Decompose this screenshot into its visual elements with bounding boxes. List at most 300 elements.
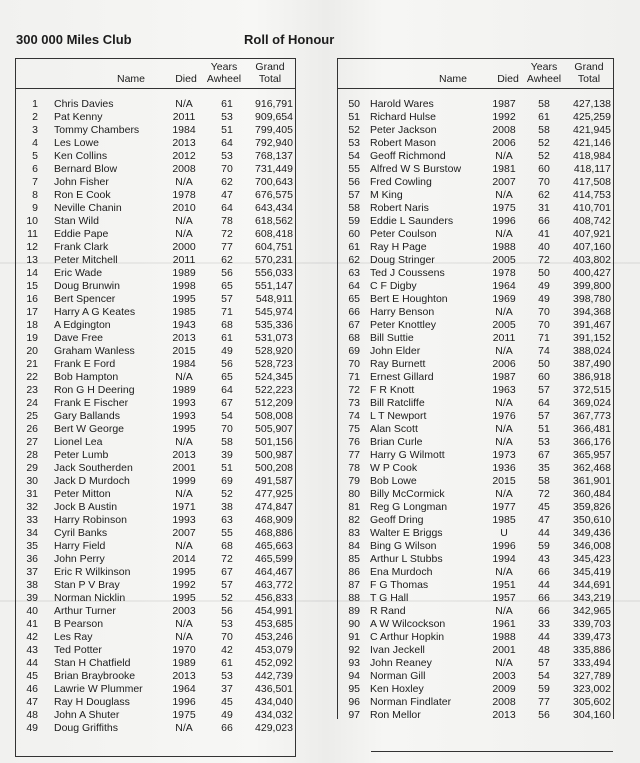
row-name: Walter E Briggs — [370, 527, 443, 539]
table-row — [338, 241, 613, 254]
row-years-awheel: 70 — [221, 163, 233, 175]
row-years-awheel: 70 — [538, 306, 550, 318]
table-row — [16, 423, 295, 436]
row-died: 1971 — [172, 501, 196, 513]
row-number: 2 — [32, 111, 38, 123]
table-row — [16, 358, 295, 371]
row-years-awheel: 66 — [538, 592, 550, 604]
row-number: 63 — [348, 267, 360, 279]
row-number: 28 — [26, 449, 38, 461]
row-grand-total: 452,092 — [255, 657, 293, 669]
row-grand-total: 456,833 — [255, 592, 293, 604]
table-row — [16, 683, 295, 696]
row-name: Eric Wade — [54, 267, 103, 279]
table-row — [338, 501, 613, 514]
row-number: 93 — [348, 657, 360, 669]
row-years-awheel: 52 — [538, 150, 550, 162]
row-grand-total: 768,137 — [255, 150, 293, 162]
row-number: 40 — [26, 605, 38, 617]
row-died: N/A — [495, 657, 513, 669]
row-name: Lionel Lea — [54, 436, 103, 448]
row-years-awheel: 60 — [538, 163, 550, 175]
row-died: N/A — [175, 98, 193, 110]
row-name: A Edgington — [54, 319, 111, 331]
row-years-awheel: 52 — [221, 592, 233, 604]
row-number: 72 — [348, 384, 360, 396]
table-row — [338, 488, 613, 501]
table-row — [16, 462, 295, 475]
table-row — [338, 540, 613, 553]
row-number: 31 — [26, 488, 38, 500]
row-years-awheel: 61 — [221, 332, 233, 344]
row-number: 94 — [348, 670, 360, 682]
row-number: 66 — [348, 306, 360, 318]
row-number: 39 — [26, 592, 38, 604]
row-died: 2013 — [172, 670, 196, 682]
table-row — [338, 436, 613, 449]
row-grand-total: 548,911 — [255, 293, 293, 305]
row-died: N/A — [495, 605, 513, 617]
row-years-awheel: 55 — [221, 527, 233, 539]
row-grand-total: 386,918 — [573, 371, 611, 383]
row-died: N/A — [495, 189, 513, 201]
table-row — [16, 228, 295, 241]
row-number: 8 — [32, 189, 38, 201]
row-died: 1985 — [492, 514, 516, 526]
table-row — [338, 514, 613, 527]
row-number: 86 — [348, 566, 360, 578]
row-died: N/A — [175, 176, 193, 188]
table-header — [338, 59, 613, 89]
row-name: John Perry — [54, 553, 105, 565]
row-grand-total: 429,023 — [255, 722, 293, 734]
row-died: N/A — [175, 488, 193, 500]
row-name: Ray H Douglass — [54, 696, 130, 708]
row-number: 89 — [348, 605, 360, 617]
row-died: 1977 — [492, 501, 516, 513]
row-name: Ena Murdoch — [370, 566, 433, 578]
row-grand-total: 799,405 — [255, 124, 293, 136]
row-died: 2011 — [492, 332, 516, 344]
table-row — [338, 267, 613, 280]
row-died: 1943 — [172, 319, 196, 331]
row-grand-total: 367,773 — [573, 410, 611, 422]
table-row — [16, 150, 295, 163]
row-years-awheel: 53 — [221, 150, 233, 162]
row-number: 4 — [32, 137, 38, 149]
row-years-awheel: 54 — [538, 670, 550, 682]
row-years-awheel: 57 — [538, 384, 550, 396]
row-name: Les Ray — [54, 631, 93, 643]
row-number: 95 — [348, 683, 360, 695]
row-years-awheel: 47 — [221, 189, 233, 201]
row-number: 80 — [348, 488, 360, 500]
row-years-awheel: 44 — [538, 579, 550, 591]
row-number: 68 — [348, 332, 360, 344]
row-grand-total: 474,847 — [255, 501, 293, 513]
row-number: 47 — [26, 696, 38, 708]
row-years-awheel: 57 — [221, 293, 233, 305]
row-years-awheel: 62 — [221, 176, 233, 188]
row-name: Frank Clark — [54, 241, 109, 253]
row-number: 83 — [348, 527, 360, 539]
row-number: 46 — [26, 683, 38, 695]
row-died: 1989 — [172, 384, 196, 396]
row-number: 55 — [348, 163, 360, 175]
row-grand-total: 414,753 — [573, 189, 611, 201]
row-name: Brian Curle — [370, 436, 423, 448]
row-name: Eddie L Saunders — [370, 215, 454, 227]
row-died: N/A — [495, 436, 513, 448]
row-died: 2008 — [172, 163, 196, 175]
row-grand-total: 916,791 — [255, 98, 293, 110]
left-rows — [16, 98, 295, 735]
row-died: 1996 — [492, 215, 516, 227]
row-number: 23 — [26, 384, 38, 396]
row-years-awheel: 78 — [221, 215, 233, 227]
row-grand-total: 418,117 — [573, 163, 611, 175]
row-years-awheel: 69 — [221, 475, 233, 487]
row-grand-total: 500,208 — [255, 462, 293, 474]
row-name: Arthur Turner — [54, 605, 116, 617]
row-number: 77 — [348, 449, 360, 461]
row-died: 1936 — [492, 462, 516, 474]
row-name: Arthur L Stubbs — [370, 553, 443, 565]
row-number: 79 — [348, 475, 360, 487]
row-years-awheel: 64 — [221, 202, 233, 214]
row-number: 69 — [348, 345, 360, 357]
row-grand-total: 345,419 — [573, 566, 611, 578]
row-grand-total: 305,602 — [573, 696, 611, 708]
row-number: 53 — [348, 137, 360, 149]
row-died: N/A — [175, 540, 193, 552]
row-died: 1981 — [492, 163, 516, 175]
row-name: Doug Brunwin — [54, 280, 120, 292]
row-died: 2005 — [492, 254, 516, 266]
row-grand-total: 477,925 — [255, 488, 293, 500]
table-row — [16, 540, 295, 553]
table-row — [16, 566, 295, 579]
row-number: 22 — [26, 371, 38, 383]
table-row — [338, 475, 613, 488]
row-died: 1973 — [492, 449, 516, 461]
row-died: 1996 — [492, 540, 516, 552]
table-row — [338, 150, 613, 163]
table-row — [338, 683, 613, 696]
row-grand-total: 361,901 — [573, 475, 611, 487]
row-number: 6 — [32, 163, 38, 175]
table-row — [16, 475, 295, 488]
row-grand-total: 434,040 — [255, 696, 293, 708]
row-number: 60 — [348, 228, 360, 240]
row-died: N/A — [175, 722, 193, 734]
table-row — [16, 670, 295, 683]
table-row — [338, 423, 613, 436]
row-name: C Arthur Hopkin — [370, 631, 445, 643]
table-row — [338, 293, 613, 306]
row-name: Jack D Murdoch — [54, 475, 130, 487]
row-grand-total: 535,336 — [255, 319, 293, 331]
row-name: Harry Field — [54, 540, 106, 552]
row-number: 1 — [32, 98, 38, 110]
row-number: 54 — [348, 150, 360, 162]
row-grand-total: 528,723 — [255, 358, 293, 370]
row-years-awheel: 52 — [538, 137, 550, 149]
row-years-awheel: 56 — [221, 358, 233, 370]
row-grand-total: 345,423 — [573, 553, 611, 565]
row-number: 9 — [32, 202, 38, 214]
row-name: Bob Hampton — [54, 371, 119, 383]
row-died: N/A — [175, 215, 193, 227]
row-years-awheel: 63 — [221, 514, 233, 526]
row-name: Jack Southerden — [54, 462, 133, 474]
row-name: Fred Cowling — [370, 176, 432, 188]
row-number: 52 — [348, 124, 360, 136]
row-number: 36 — [26, 553, 38, 565]
row-years-awheel: 72 — [538, 488, 550, 500]
left-table — [15, 58, 296, 757]
row-years-awheel: 58 — [538, 98, 550, 110]
table-row — [338, 670, 613, 683]
row-years-awheel: 53 — [221, 670, 233, 682]
row-years-awheel: 40 — [538, 241, 550, 253]
row-name: C F Digby — [370, 280, 417, 292]
row-years-awheel: 68 — [221, 540, 233, 552]
row-name: Harry A G Keates — [54, 306, 136, 318]
table-row — [338, 449, 613, 462]
table-row — [16, 501, 295, 514]
row-name: Pat Kenny — [54, 111, 103, 123]
row-died: 1998 — [172, 280, 196, 292]
row-grand-total: 453,246 — [255, 631, 293, 643]
row-died: 2007 — [492, 176, 516, 188]
row-died: 1999 — [172, 475, 196, 487]
row-years-awheel: 62 — [538, 189, 550, 201]
table-row — [338, 137, 613, 150]
row-years-awheel: 43 — [538, 553, 550, 565]
table-row — [338, 384, 613, 397]
row-died: 2013 — [172, 137, 196, 149]
row-died: 2014 — [172, 553, 196, 565]
table-row — [338, 254, 613, 267]
row-grand-total: 403,802 — [573, 254, 611, 266]
table-row — [16, 215, 295, 228]
table-row — [16, 631, 295, 644]
row-years-awheel: 64 — [221, 137, 233, 149]
row-grand-total: 618,562 — [255, 215, 293, 227]
row-years-awheel: 59 — [538, 683, 550, 695]
row-name: Billy McCormick — [370, 488, 445, 500]
row-years-awheel: 37 — [221, 683, 233, 695]
row-number: 51 — [348, 111, 360, 123]
col-name: Name — [116, 73, 145, 85]
table-row — [338, 644, 613, 657]
row-name: L T Newport — [370, 410, 427, 422]
row-died: N/A — [495, 228, 513, 240]
table-row — [338, 696, 613, 709]
row-years-awheel: 50 — [538, 358, 550, 370]
row-grand-total: 465,599 — [255, 553, 293, 565]
row-name: Stan H Chatfield — [54, 657, 131, 669]
row-name: Ray Burnett — [370, 358, 426, 370]
row-years-awheel: 66 — [538, 566, 550, 578]
row-number: 71 — [348, 371, 360, 383]
table-row — [16, 644, 295, 657]
row-years-awheel: 33 — [538, 618, 550, 630]
row-died: 2006 — [492, 358, 516, 370]
row-grand-total: 512,209 — [255, 397, 293, 409]
row-grand-total: 360,484 — [573, 488, 611, 500]
row-grand-total: 327,789 — [573, 670, 611, 682]
row-number: 64 — [348, 280, 360, 292]
row-name: Geoff Dring — [370, 514, 424, 526]
row-grand-total: 359,826 — [573, 501, 611, 513]
col-years-1: Years — [530, 61, 558, 73]
right-table — [337, 58, 614, 719]
row-name: W P Cook — [370, 462, 418, 474]
row-number: 12 — [26, 241, 38, 253]
row-number: 87 — [348, 579, 360, 591]
row-died: 1978 — [172, 189, 196, 201]
row-number: 7 — [32, 176, 38, 188]
row-name: Gary Ballands — [54, 410, 120, 422]
table-row — [16, 527, 295, 540]
row-grand-total: 608,418 — [255, 228, 293, 240]
row-died: 1975 — [492, 202, 516, 214]
row-years-awheel: 49 — [221, 709, 233, 721]
row-grand-total: 391,152 — [573, 332, 611, 344]
row-died: 2008 — [492, 124, 516, 136]
row-number: 76 — [348, 436, 360, 448]
row-number: 33 — [26, 514, 38, 526]
row-years-awheel: 72 — [221, 553, 233, 565]
row-died: 1993 — [172, 514, 196, 526]
row-name: Bernard Blow — [54, 163, 118, 175]
row-died: 1994 — [492, 553, 516, 565]
table-row — [16, 605, 295, 618]
row-name: Bert E Houghton — [370, 293, 448, 305]
row-number: 19 — [26, 332, 38, 344]
row-grand-total: 400,427 — [573, 267, 611, 279]
table-row — [338, 657, 613, 670]
row-name: Bob Lowe — [370, 475, 417, 487]
row-years-awheel: 45 — [538, 501, 550, 513]
row-name: Bill Ratcliffe — [370, 397, 425, 409]
row-died: 2009 — [492, 683, 516, 695]
row-name: Stan Wild — [54, 215, 99, 227]
row-grand-total: 643,434 — [255, 202, 293, 214]
row-number: 91 — [348, 631, 360, 643]
row-name: John Elder — [370, 345, 421, 357]
row-years-awheel: 68 — [221, 319, 233, 331]
row-grand-total: 491,587 — [255, 475, 293, 487]
row-number: 5 — [32, 150, 38, 162]
row-grand-total: 410,701 — [573, 202, 611, 214]
roll-title: Roll of Honour — [244, 32, 335, 47]
row-name: Bing G Wilson — [370, 540, 437, 552]
row-name: Frank E Fischer — [54, 397, 129, 409]
row-died: 1988 — [492, 241, 516, 253]
table-row — [16, 202, 295, 215]
row-years-awheel: 52 — [221, 488, 233, 500]
table-row — [16, 410, 295, 423]
row-years-awheel: 31 — [538, 202, 550, 214]
row-number: 92 — [348, 644, 360, 656]
row-died: 2003 — [492, 670, 516, 682]
row-years-awheel: 67 — [221, 397, 233, 409]
row-name: Ron G H Deering — [54, 384, 135, 396]
table-row — [16, 696, 295, 709]
row-number: 50 — [348, 98, 360, 110]
row-number: 61 — [348, 241, 360, 253]
row-years-awheel: 56 — [221, 605, 233, 617]
table-row — [16, 176, 295, 189]
table-row — [16, 241, 295, 254]
row-name: Norman Gill — [370, 670, 426, 682]
row-grand-total: 335,886 — [573, 644, 611, 656]
row-number: 74 — [348, 410, 360, 422]
col-years-2: Awheel — [206, 73, 242, 85]
row-name: Neville Chanin — [54, 202, 122, 214]
row-died: 1996 — [172, 696, 196, 708]
row-grand-total: 465,663 — [255, 540, 293, 552]
row-years-awheel: 42 — [221, 644, 233, 656]
row-name: Eric R Wilkinson — [54, 566, 131, 578]
row-years-awheel: 45 — [221, 696, 233, 708]
row-grand-total: 468,909 — [255, 514, 293, 526]
row-died: 1995 — [172, 566, 196, 578]
row-grand-total: 528,920 — [255, 345, 293, 357]
table-row — [338, 163, 613, 176]
row-number: 35 — [26, 540, 38, 552]
row-name: Ron Mellor — [370, 709, 421, 721]
row-died: N/A — [495, 566, 513, 578]
row-died: 1976 — [492, 410, 516, 422]
row-name: Reg G Longman — [370, 501, 448, 513]
row-grand-total: 407,160 — [573, 241, 611, 253]
row-years-awheel: 70 — [221, 423, 233, 435]
col-died: Died — [175, 73, 197, 85]
row-grand-total: 442,739 — [255, 670, 293, 682]
row-name: Harold Wares — [370, 98, 434, 110]
table-row — [338, 215, 613, 228]
table-row — [16, 657, 295, 670]
row-number: 29 — [26, 462, 38, 474]
row-grand-total: 731,449 — [255, 163, 293, 175]
table-header — [16, 59, 295, 89]
row-died: 2011 — [172, 254, 196, 266]
row-name: Stan P V Bray — [54, 579, 120, 591]
row-died: 2001 — [172, 462, 196, 474]
row-years-awheel: 53 — [538, 436, 550, 448]
row-died: N/A — [495, 306, 513, 318]
row-died: 1989 — [172, 267, 196, 279]
row-name: Ernest Gillard — [370, 371, 434, 383]
row-died: N/A — [495, 397, 513, 409]
col-died: Died — [497, 73, 519, 85]
table-row — [338, 332, 613, 345]
row-died: N/A — [495, 423, 513, 435]
table-row — [338, 579, 613, 592]
row-died: 1988 — [492, 631, 516, 643]
row-name: Chris Davies — [54, 98, 114, 110]
row-name: Richard Hulse — [370, 111, 436, 123]
row-name: Bert W George — [54, 423, 125, 435]
row-grand-total: 454,991 — [255, 605, 293, 617]
row-number: 65 — [348, 293, 360, 305]
table-row — [16, 384, 295, 397]
row-number: 67 — [348, 319, 360, 331]
